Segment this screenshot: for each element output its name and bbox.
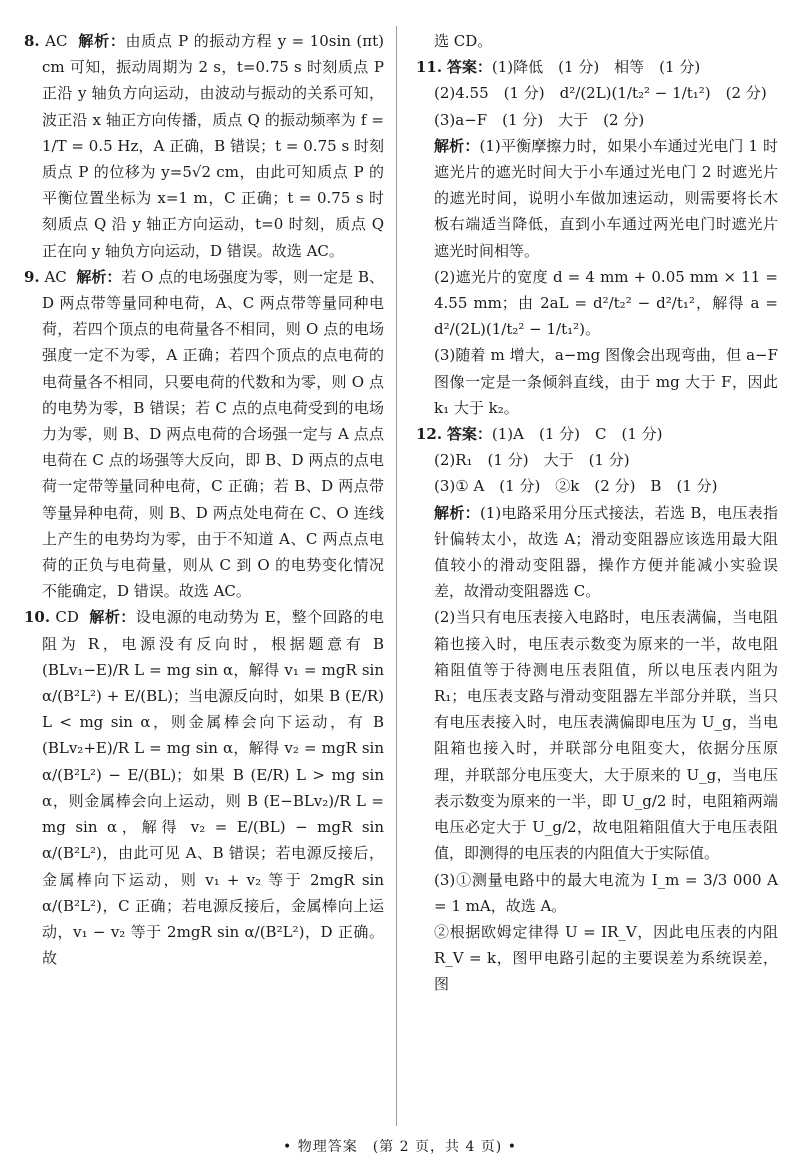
answer-line: (3)a−F (1 分) 大于 (2 分) [434, 110, 645, 129]
answer-label: 答案： [446, 425, 492, 444]
analysis-paragraph: (3)随着 m 增大，a−mg 图像会出现弯曲，但 a−F 图像一定是一条倾斜直线，由于 mg 大于 F，因此 k₁ 大于 k₂。 [434, 346, 778, 417]
analysis-paragraph: (2)当只有电压表接入电路时，电压表满偏，当电阻箱也接入时，电压表示数变为原来的一半，故电阻箱阻值等于待测电压表阻值，所以电压表内阻为 R₁；电压表支路与滑动变阻器左半部分并联，当只有电压表接入时，电压表满偏即电压为 U_g，当电阻箱也接入时，并联部分电阻变大，依据分压原理，并联部分电压变大，大于原来的 U_g，当电压表示数变为原来的一半，即 U_g/2 时，电阻箱两端电压必定大于 U_g/2，故电阻箱阻值大于电压表阻值，即测得的电压表的内阻值大于实际值。 [434, 608, 778, 863]
answer-line: (2)R₁ (1 分) 大于 (1 分) [434, 451, 630, 470]
answer-line: (3)① A (1 分) ②k (2 分) B (1 分) [434, 477, 718, 496]
answer: AC [44, 267, 67, 286]
answer: AC [45, 32, 68, 50]
question-number: 8. [24, 32, 40, 50]
analysis-paragraph [416, 500, 778, 605]
question-10 [24, 604, 384, 971]
page-footer: • 物理答案 (第 2 页，共 4 页) • [283, 1139, 517, 1155]
analysis-paragraph: (2)遮光片的宽度 d = 4 mm + 0.05 mm × 11 = 4.55 mm；由 2aL = d²/t₂² − d²/t₁²，解得 a = d²/(2L)(1/t₂² − 1/t₁²)。 [434, 267, 778, 339]
left-column [24, 28, 384, 971]
analysis-paragraph: (3)①测量电路中的最大电流为 I_m = 3/3 000 A = 1 mA，故选 A。 [434, 870, 778, 915]
answer-line: (1)A (1 分) C (1 分) [491, 425, 663, 444]
question-number: 9. [24, 267, 40, 286]
analysis-text: 若 O 点的电场强度为零，则一定是 B、D 两点带等量同种电荷，A、C 两点带等量同种电荷，若四个顶点的电荷量各不相同，则 O 点的电场强度一定不为零，A 正确；若四个顶点的点电荷的电荷量各不相同，只要电荷的代数和为零，则 O 点的电势为零，B 错误；若 C 点的点电荷受到的电场力为零，则 B、D 两点电荷的合场强一定与 A 点点电荷在 C 点的场强等大反向，即 B、D 两点的点电荷一定带等量同种电荷，C 正确；若 B、D 两点带等量异种电荷，则 B、D 两点处电荷在 C、O 连线上产生的电势均为零，由于不知道 A、C 两点点电荷的正负与电荷量，则从 C 到 O 的电势变化情况不能确定，D 错误。故选 AC。 [42, 267, 384, 601]
analysis-label: 解析： [76, 267, 122, 286]
answer-line: (2)4.55 (1 分) d²/(2L)(1/t₂² − 1/t₁²) (2 分) [434, 84, 767, 103]
answer-line: (1)降低 (1 分) 相等 (1 分) [491, 58, 701, 77]
column-divider [396, 26, 397, 1126]
question-9 [24, 264, 384, 605]
analysis-label: 解析： [434, 136, 480, 155]
question-number: 12. [416, 425, 443, 444]
answer: CD [55, 608, 79, 627]
analysis-label: 解析： [89, 608, 136, 627]
analysis-text: 由质点 P 的振动方程 y = 10sin (πt) cm 可知，振动周期为 2 s，t=0.75 s 时刻质点 P 正沿 y 轴负方向运动，由波动与振动的关系可知，波正沿 x 轴正方向传播，质点 Q 的振动频率为 f = 1/T = 0.5 Hz，A 正确，B 错误；t = 0.75 s 时刻质点 P 的位移为 y=5√2 cm，由此可知质点 P 的平衡位置坐标为 x=1 m，C 正确；t = 0.75 s 时刻质点 Q 沿 y 轴正方向运动，t=0 时刻，质点 Q 正在向 y 轴负方向运动，D 错误。故选 AC。 [42, 32, 384, 260]
analysis-text: (1)平衡摩擦力时，如果小车通过光电门 1 时遮光片的遮光时间大于小车通过光电门 2 时遮光片的遮光时间，说明小车做加速运动，则需要将长木板右端适当降低，直到小车通过两光电门时遮光片遮光时间相等。 [434, 136, 778, 260]
analysis-text: 设电源的电动势为 E，整个回路的电阻为 R，电源没有反向时，根据题意有 B (BLv₁−E)/R L = mg sin α，解得 v₁ = mgR sin α/(B²L²) + E/(BL)；当电源反向时，如果 B (E/R) L < mg sin α，则金属棒会向下运动，有 B (BLv₂+E)/R L = mg sin α，解得 v₂ = mgR sin α/(B²L²) − E/(BL)；如果 B (E/R) L > mg sin α，则金属棒会向上运动，则 B (E−BLv₂)/R L = mg sin α，解得 v₂ = E/(BL) − mgR sin α/(B²L²)，由此可见 A、B 错误；若电源反接后，金属棒向下运动，则 v₁ + v₂ 等于 2mgR sin α/(B²L²)，C 正确；若电源反接后，金属棒向上运动，v₁ − v₂ 等于 2mgR sin α/(B²L²)，D 正确。故 [42, 608, 384, 968]
analysis-paragraph: ②根据欧姆定律得 U = IR_V，因此电压表的内阻 R_V = k，图甲电路引起的主要误差为系统误差，图 [434, 922, 778, 994]
question-10-end: 选 CD。 [434, 32, 493, 50]
right-column [416, 28, 778, 998]
question-12-answer [416, 421, 778, 447]
analysis-paragraph [416, 133, 778, 264]
analysis-text: (1)电路采用分压式接法，若选 B，电压表指针偏转太小，故选 A；滑动变阻器应该选用最大阻值较小的滑动变阻器，操作方便并能减小实验误差，故滑动变阻器选 C。 [434, 503, 778, 601]
question-number: 10. [24, 608, 51, 627]
analysis-label: 解析： [78, 32, 126, 50]
question-11-answer [416, 54, 778, 80]
analysis-label: 解析： [434, 503, 480, 522]
answer-label: 答案： [446, 58, 492, 77]
question-8 [24, 28, 384, 264]
question-number: 11. [416, 58, 443, 77]
